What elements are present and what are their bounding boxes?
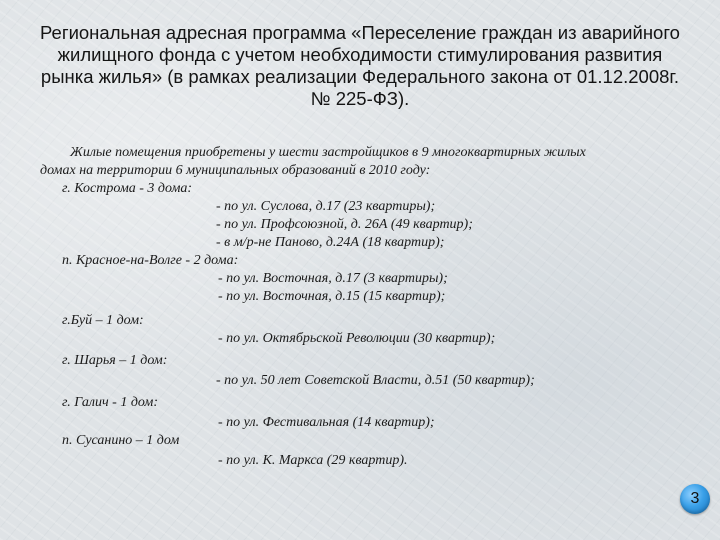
address-line: - по ул. Восточная, д.17 (3 квартиры); bbox=[218, 271, 448, 286]
place-galich: г. Галич - 1 дом: bbox=[62, 395, 158, 410]
place-krasnoe-na-volge: п. Красное-на-Волге - 2 дома: bbox=[62, 253, 239, 268]
address-line: - по ул. Фестивальная (14 квартир); bbox=[218, 415, 435, 430]
intro-line: домах на территории 6 муниципальных образований в 2010 году: bbox=[40, 163, 431, 178]
place-buy: г.Буй – 1 дом: bbox=[62, 313, 144, 328]
address-line: - по ул. 50 лет Советской Власти, д.51 (50 квартир); bbox=[216, 373, 535, 388]
intro-line: Жилые помещения приобретены у шести застройщиков в 9 многоквартирных жилых bbox=[70, 145, 586, 160]
place-susanino: п. Сусанино – 1 дом bbox=[62, 433, 180, 448]
address-line: - по ул. Октябрьской Революции (30 квартир); bbox=[218, 331, 496, 346]
address-line: - по ул. Суслова, д.17 (23 квартиры); bbox=[216, 199, 436, 214]
place-sharya: г. Шарья – 1 дом: bbox=[62, 353, 168, 368]
address-line: - по ул. К. Маркса (29 квартир). bbox=[218, 453, 408, 468]
slide-title: Региональная адресная программа «Переселение граждан из аварийного жилищного фонда с учетом необходимости стимулирования развития рынка жилья» (в рамках реализации Федерального закона от 01.12.2008г. № 225-ФЗ). bbox=[40, 22, 680, 109]
address-line: - в м/р-не Паново, д.24А (18 квартир); bbox=[216, 235, 445, 250]
place-kostroma: г. Кострома - 3 дома: bbox=[62, 181, 193, 196]
address-line: - по ул. Восточная, д.15 (15 квартир); bbox=[218, 289, 446, 304]
page-number-badge: 3 bbox=[680, 484, 710, 514]
address-line: - по ул. Профсоюзной, д. 26А (49 квартир); bbox=[216, 217, 473, 232]
